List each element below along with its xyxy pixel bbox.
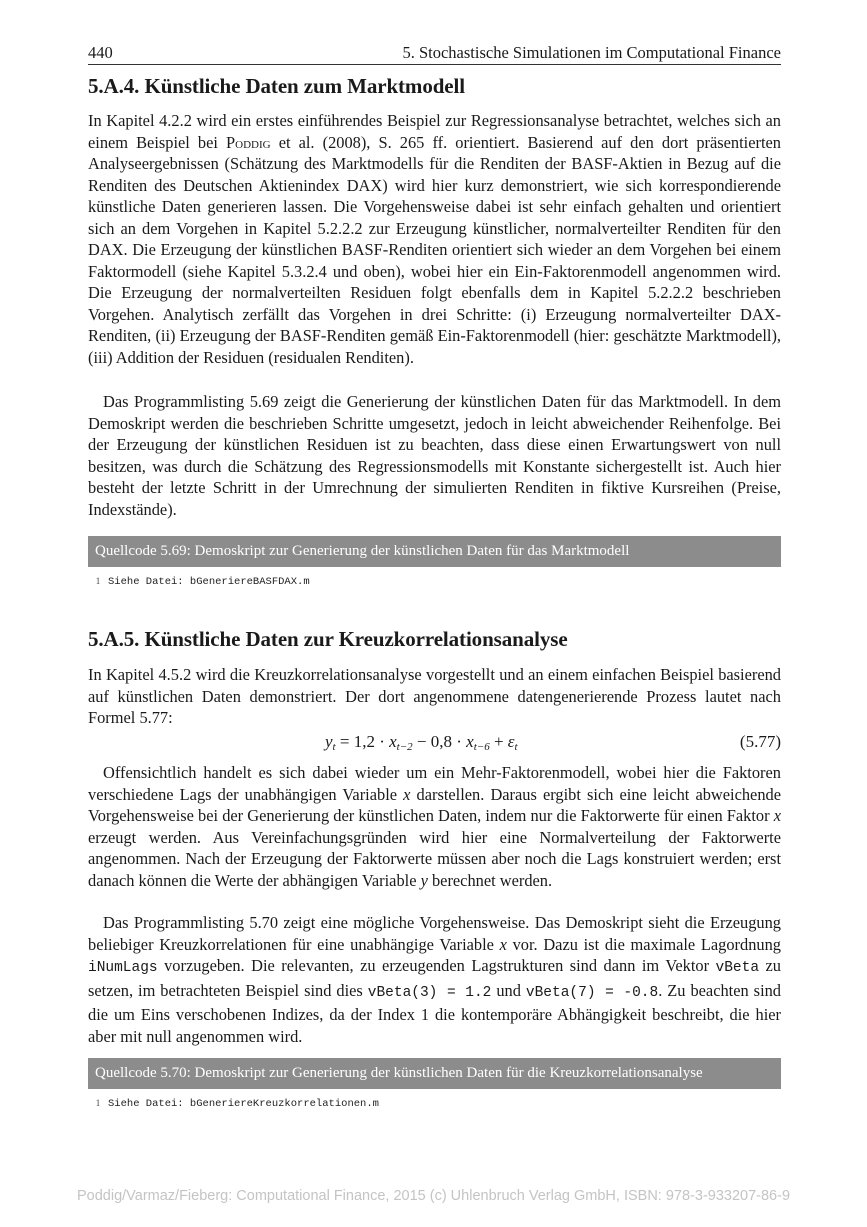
inline-code: vBeta(7) = -0.8 <box>525 984 659 1001</box>
line-number: 1 <box>95 1098 101 1108</box>
code-text: Siehe Datei: bGeneriereKreuzkorrelationen.m <box>108 1098 379 1110</box>
paragraph-5a5-2: Offensichtlich handelt es sich dabei wieder um ein Mehr-Faktorenmodell, wobei hier die Faktoren verschiedene Lags der unabhängigen Variable x darstellen. Daraus ergibt sich eine leicht abweichende Vorgehensweise bei der Generierung der künstlichen Daten, indem nur die Faktorwerte für einen Faktor x erzeugt werden. Aus Vereinfachungsgründen wird hier eine Normalverteilung der Faktorwerte angenommen. Nach der Erzeugung der Faktorwerte müssen aber noch die Lags konstruiert werden; erst danach können die Werte der abhängigen Variable y berechnet werden. <box>88 763 781 890</box>
chapter-title: 5. Stochastische Simulationen im Computational Finance <box>402 43 781 62</box>
equation-formula: $y_t = 1,2 \cdot x_{t-2} - 0,8 \cdot x_{t-6} + \varepsilon_t$ <box>325 732 518 753</box>
inline-code: vBeta <box>715 960 760 976</box>
listing-caption-5-69: Quellcode 5.69: Demoskript zur Generierung der künstlichen Daten für das Marktmodell <box>88 536 781 567</box>
equation-5-77 <box>88 730 781 754</box>
section-heading-5a5: 5.A.5. Künstliche Daten zur Kreuzkorrelationsanalyse <box>88 627 568 651</box>
paragraph-5a5-3: Das Programmlisting 5.70 zeigt eine mögliche Vorgehensweise. Das Demoskript sieht die Erzeugung beliebiger Kreuzkorrelationen für eine unabhängige Variable x vor. Dazu ist die maximale Lagordnung iNumLags vorzugeben. Die relevanten, zu erzeugenden Lagstrukturen sind dann im Vektor vBeta zu setzen, im betrachteten Beispiel sind dies vBeta(3) = 1.2 und vBeta(7) = -0.8. Zu beachten sind die um Eins verschobenen Indizes, da der Index 1 die kontemporäre Abhängigkeit beschreibt, die hier aber mit null angenommen wird. <box>88 913 782 1046</box>
code-text: Siehe Datei: bGeneriereBASFDAX.m <box>108 576 310 588</box>
code-listing-5-70 <box>88 1097 781 1111</box>
paragraph-5a4-2: Das Programmlisting 5.69 zeigt die Generierung der künstlichen Daten für das Marktmodell. In dem Demoskript werden die beschrieben Schritte umgesetzt, jedoch in leicht abweichender Reihenfolge. Bei der Erzeugung der künstlichen Residuen ist zu beachten, dass diese einen Erwartungswert von null besitzen, was durch die Schätzung des Regressionsmodells mit Konstante sichergestellt ist. Auch hier besteht der letzte Schritt in der Umrechnung der simulierten Renditen in fiktive Kursreihen (Preise, Indexstände). <box>88 392 781 519</box>
inline-code: vBeta(3) = 1.2 <box>367 984 492 1001</box>
listing-caption-5-70: Quellcode 5.70: Demoskript zur Generierung der künstlichen Daten für die Kreuzkorrelationsanalyse <box>88 1058 781 1089</box>
inline-code: iNumLags <box>88 960 158 976</box>
equation-number: (5.77) <box>739 732 781 751</box>
page-number: 440 <box>88 43 113 62</box>
running-header <box>88 43 781 65</box>
paragraph-5a4-1: In Kapitel 4.2.2 wird ein erstes einführendes Beispiel zur Regressionsanalyse betrachtet, welches sich an einem Beispiel bei Poddig et al. (2008), S. 265 ff. orientiert. Basierend auf den dort präsentierten Analyseergebnissen (Schätzung des Marktmodells für die Renditen der BASF-Aktien in Bezug auf die Renditen des Deutschen Aktienindex DAX) wird hier kurz demonstriert, wie sich korrespondierende künstliche Daten generieren lassen. Die Vorgehensweise dabei ist sehr einfach gehalten und orientiert sich an dem Vorgehen in Kapitel 5.2.2.2 zur Erzeugung künstlicher, normalverteilter Renditen für den DAX. Die Erzeugung der künstlichen BASF-Renditen orientiert sich wieder an dem Vorgehen bei einem Faktormodell (siehe Kapitel 5.3.2.4 und oben), wobei hier ein Ein-Faktorenmodell angenommen wird. Die Erzeugung der normalverteilten Residuen folgt ebenfalls dem in Kapitel 5.2.2.2 beschrieben Vorgehen. Analytisch zerfällt das Vorgehen in drei Schritte: (i) Erzeugung normalverteilter DAX-Renditen, (ii) Erzeugung der BASF-Renditen gemäß Ein-Faktorenmodell (hier: geschätzte Marktmodell), (iii) Addition der Residuen (residualen Renditen). <box>88 111 781 367</box>
line-number: 1 <box>95 576 101 586</box>
paragraph-5a5-1: In Kapitel 4.5.2 wird die Kreuzkorrelationsanalyse vorgestellt und an einem einfachen Beispiel basierend auf künstlichen Daten demonstriert. Der dort angenommene datengenerierende Prozess lautet nach Formel 5.77: <box>88 665 781 727</box>
code-listing-5-69 <box>88 575 781 589</box>
copyright-footer: Poddig/Varmaz/Fieberg: Computational Finance, 2015 (c) Uhlenbruch Verlag GmbH, ISBN: 978-3-933207-86-9 <box>76 1188 791 1204</box>
section-heading-5a4: 5.A.4. Künstliche Daten zum Marktmodell <box>88 74 465 98</box>
author-name: Poddig <box>226 132 271 152</box>
